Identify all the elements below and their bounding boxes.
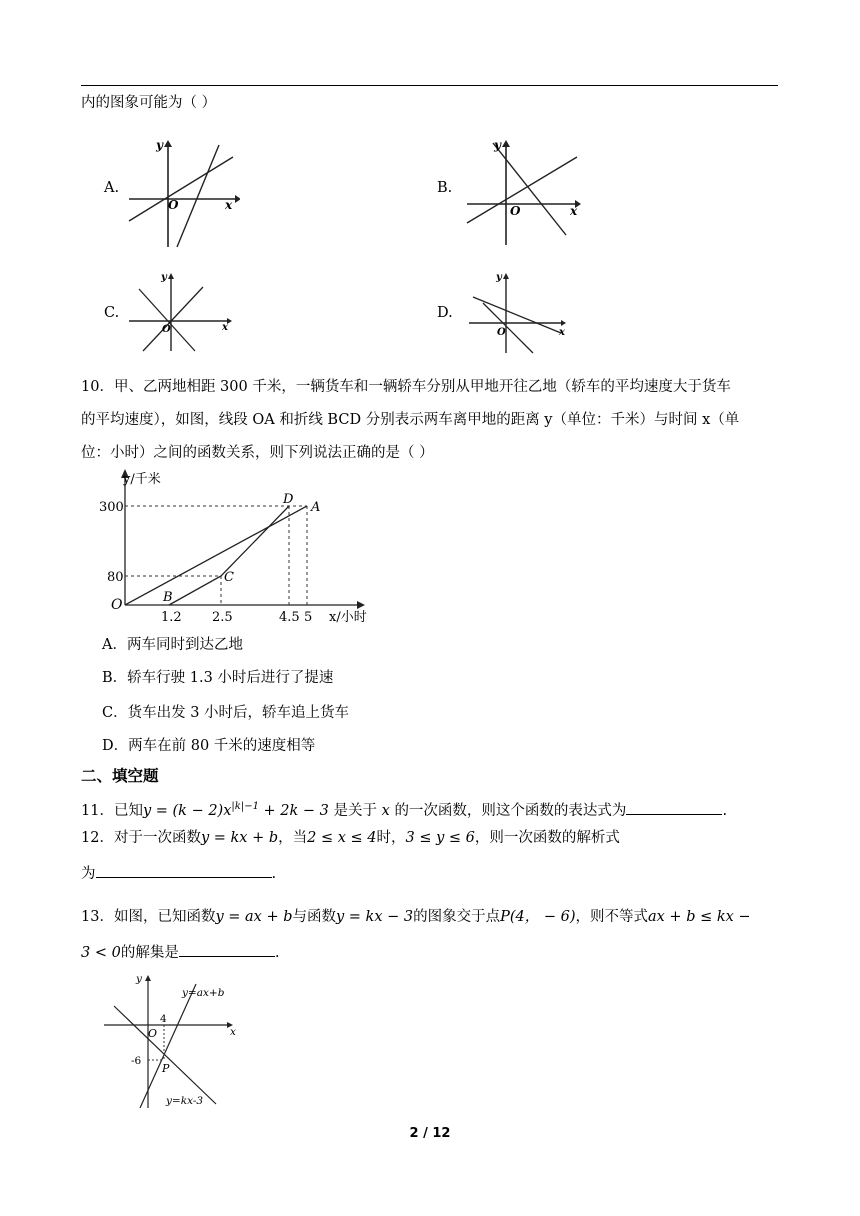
page-number: 2 / 12 <box>409 1126 451 1141</box>
q10-choice-b: B．轿车行驶 1.3 小时后进行了提速 <box>102 670 334 686</box>
q11-end: . <box>722 802 728 819</box>
label-ax-plus-b: y=ax+b <box>182 987 225 999</box>
q10-line-3: 位：小时）之间的函数关系，则下列说法正确的是（ ） <box>81 445 434 461</box>
y-label: y <box>136 973 142 985</box>
y-axis-label: y/千米 <box>123 472 161 487</box>
x-axis-arrow <box>357 601 365 609</box>
q13-mid1: 与函数 <box>292 909 336 925</box>
q12-answer-blank[interactable] <box>96 862 272 878</box>
xtick-4-5: 4.5 <box>279 610 300 625</box>
graph-line <box>143 287 203 351</box>
ytick-300: 300 <box>99 500 124 515</box>
point-p-label: P <box>162 1062 170 1075</box>
q10-line-2: 的平均速度），如图，线段 OA 和折线 BCD 分别表示两车离甲地的距离 y（单位：千米）与时间 x（单 <box>81 412 740 428</box>
q11-formula-b: + 2k − 3 <box>258 802 329 819</box>
x-label: x <box>230 1026 236 1038</box>
q9-graph-d <box>463 265 578 355</box>
graph-line <box>129 157 233 221</box>
q11-var: x <box>381 802 390 819</box>
origin-label: O <box>510 204 521 218</box>
q11-num: 11．已知 <box>81 802 143 819</box>
q12-line-1 <box>81 828 620 848</box>
q13-num: 13．如图，已知函数 <box>81 909 216 925</box>
point-b-label: B <box>163 590 173 605</box>
q12-line2-start: 为 <box>81 866 96 882</box>
xtick-2-5: 2.5 <box>212 610 233 625</box>
q9-tail: 内的图象可能为（ ） <box>81 95 217 111</box>
q12-end: . <box>271 866 277 882</box>
q13-f2: y = kx − 3 <box>335 909 414 925</box>
q12-f3: 3 ≤ y ≤ 6 <box>405 830 475 846</box>
q13-line2-tail: 的解集是 <box>120 945 179 961</box>
xtick-1-2: 1.2 <box>161 610 182 625</box>
q13-line-2 <box>81 941 279 963</box>
q11-answer-blank[interactable] <box>626 799 722 815</box>
q10-choice-c: C．货车出发 3 小时后，轿车追上货车 <box>102 705 350 721</box>
q9-option-b-label: B. <box>437 180 453 196</box>
q13-line2-formula: 3 < 0 <box>81 945 121 961</box>
ytick-80: 80 <box>107 570 124 585</box>
x-axis-label: x/小时 <box>329 610 367 625</box>
label-kx-minus-3: y=kx-3 <box>166 1095 204 1107</box>
point-c-label: C <box>224 570 234 585</box>
q12-f2: 2 ≤ x ≤ 4 <box>307 830 377 846</box>
origin-label: O <box>111 597 123 613</box>
point-d-label: D <box>283 492 294 507</box>
x-label: x <box>559 327 565 338</box>
y-axis-arrow <box>164 140 172 147</box>
q9-option-d-label: D. <box>437 305 453 321</box>
q11-exponent: |k|−1 <box>231 801 259 812</box>
q13-mid3: ，则不等式 <box>575 909 648 925</box>
q12-f1: y = kx + b <box>200 830 279 846</box>
q10-choice-d: D．两车在前 80 千米的速度相等 <box>102 738 316 754</box>
q13-f3: P(4， − 6) <box>500 909 576 925</box>
xtick-5: 5 <box>304 610 313 625</box>
y-axis-arrow <box>503 273 509 279</box>
y-label: y <box>156 138 163 152</box>
x-label: x <box>222 322 228 333</box>
q13-mid2: 的图象交于点 <box>413 909 501 925</box>
q13-answer-blank[interactable] <box>179 941 275 957</box>
q12-mid1: ，当 <box>278 830 308 846</box>
q13-end: . <box>274 945 280 961</box>
q11-mid: 是关于 <box>333 802 378 819</box>
q10-graph <box>95 465 385 630</box>
y-axis-arrow <box>502 140 510 147</box>
q13-line-1 <box>81 907 751 927</box>
q13-graph <box>100 968 240 1113</box>
tick-x-4: 4 <box>160 1013 167 1025</box>
x-label: x <box>225 198 233 212</box>
y-label: y <box>496 272 502 283</box>
q12-num: 12．对于一次函数 <box>81 830 201 846</box>
y-axis-arrow <box>145 975 151 981</box>
q9-option-c-label: C. <box>104 305 120 321</box>
q10-choice-a: A．两车同时到达乙地 <box>102 637 243 653</box>
graph-line <box>483 303 533 353</box>
tick-y-neg6: -6 <box>131 1055 142 1067</box>
origin-label: O <box>148 1027 158 1040</box>
point-a-label: A <box>311 500 321 515</box>
origin-label: O <box>168 198 179 212</box>
header-rule <box>81 85 778 86</box>
q11-tail: 的一次函数，则这个函数的表达式为 <box>394 802 627 819</box>
q9-graph-a <box>125 135 240 250</box>
q12-line-2 <box>81 862 276 884</box>
x-label: x <box>570 204 578 218</box>
graph-line <box>177 145 219 247</box>
graph-line <box>139 289 195 351</box>
q11-formula-a: y = (k − 2)x <box>142 802 232 819</box>
q9-graph-b <box>463 135 583 247</box>
q9-option-a-label: A. <box>104 180 120 196</box>
y-axis-arrow <box>168 273 174 279</box>
y-label: y <box>494 138 501 152</box>
q9-graph-c <box>125 265 240 355</box>
x-axis-arrow <box>235 195 240 203</box>
origin-label: O <box>497 327 506 338</box>
segment-oa <box>125 506 307 605</box>
q11 <box>81 797 727 821</box>
graph-line <box>473 297 561 333</box>
q12-mid2: 时， <box>376 830 406 846</box>
section-title: 二、填空题 <box>81 767 159 785</box>
q12-tail: ，则一次函数的解析式 <box>474 830 620 846</box>
q10-line-1: 10．甲、乙两地相距 300 千米，一辆货车和一辆轿车分别从甲地开往乙地（轿车的平均速度大于货车 <box>81 379 731 395</box>
origin-label: O <box>162 324 171 335</box>
q13-f4: ax + b ≤ kx − <box>648 909 751 925</box>
y-label: y <box>161 272 167 283</box>
polyline-bcd <box>169 506 289 605</box>
graph-line <box>467 157 577 223</box>
x-axis-arrow <box>561 320 566 326</box>
q13-f1: y = ax + b <box>215 909 293 925</box>
graph-line <box>493 143 566 235</box>
